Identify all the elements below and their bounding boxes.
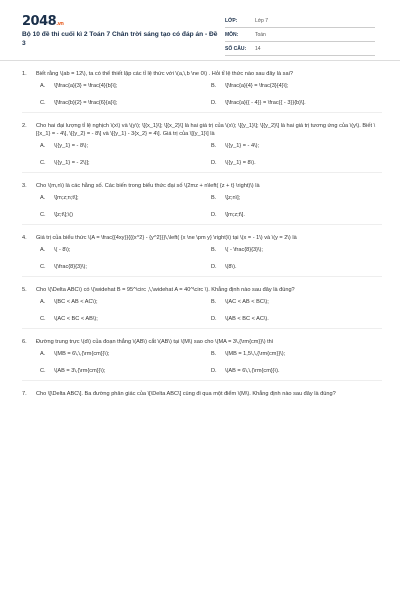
meta-row-subject [225, 28, 375, 42]
option-label: C. [40, 368, 46, 374]
logo-text: 2048 [22, 14, 57, 29]
answer-option[interactable] [40, 211, 211, 219]
answer-option[interactable] [40, 194, 211, 202]
option-text: \(AC < BC < AB\); [54, 316, 98, 322]
option-label: D. [211, 368, 217, 374]
option-label: C. [40, 316, 46, 322]
answer-option[interactable] [40, 298, 211, 306]
option-label: C. [40, 100, 46, 106]
answer-options [40, 298, 382, 323]
option-text: \[\frac{a}{3} = \frac{4}{b}\]; [54, 83, 118, 89]
option-label: D. [211, 160, 217, 166]
question [22, 390, 382, 403]
answer-option[interactable] [40, 315, 211, 323]
answer-option[interactable] [211, 367, 382, 375]
header [0, 0, 400, 61]
option-text: \({y_1} = - 2\)]; [54, 160, 90, 166]
answer-option[interactable] [211, 159, 382, 167]
option-text: \({y_1} = - 8\); [54, 143, 89, 149]
question-text: Giá trị của biểu thức \(A = \frac{{4xy}}{{{x^2} - {y^2}}}\,\left( {x \ne \pm y} \right)\) tại \(x = - 1\) và \(y = 2\) là [36, 235, 297, 241]
answer-options [40, 246, 382, 271]
answer-options [40, 142, 382, 167]
option-text: \(AB = 6\,\,{\rm{cm}}\). [225, 368, 280, 374]
option-label: A. [40, 143, 46, 149]
answer-option[interactable] [211, 263, 382, 271]
answer-option[interactable] [211, 99, 382, 107]
option-text: \(MB = 6\,\,{\rm{cm}}\); [54, 351, 110, 357]
option-text: \[\frac{a}{{ - 4}} = \frac{{ - 3}}{b}\]. [225, 100, 306, 106]
answer-option[interactable] [211, 315, 382, 323]
answer-option[interactable] [211, 246, 382, 254]
option-label: C. [40, 160, 46, 166]
meta-key: SỐ CÂU: [225, 45, 247, 52]
option-label: B. [211, 299, 217, 305]
answer-option[interactable] [40, 159, 211, 167]
option-label: A. [40, 195, 46, 201]
option-label: A. [40, 351, 46, 357]
question [22, 70, 382, 113]
answer-option[interactable] [211, 194, 382, 202]
meta-value: 14 [255, 45, 261, 52]
option-text: \(BC < AB < AC\); [54, 299, 98, 305]
answer-options [40, 350, 382, 375]
option-text: \[z;n\]; [225, 195, 241, 201]
option-text: \(AC < AB < BC\); [225, 299, 269, 305]
answer-option[interactable] [40, 82, 211, 90]
option-text: \(AB = 3\,{\rm{cm}}\); [54, 368, 106, 374]
option-label: D. [211, 100, 217, 106]
option-label: A. [40, 247, 46, 253]
question-number: 6. [22, 339, 27, 345]
question-number: 7. [22, 391, 27, 397]
question-text: Cho \[\Delta ABC\]. Ba đường phân giác của \[\Delta ABC\] cùng đi qua một điểm \(M\). Khẳng định nào sau đây là đúng? [36, 391, 336, 397]
answer-options [40, 82, 382, 107]
option-text: \({y_1} = 8\). [225, 160, 256, 166]
option-label: B. [211, 247, 217, 253]
question-number: 5. [22, 287, 27, 293]
answer-option[interactable] [211, 298, 382, 306]
answer-option[interactable] [40, 142, 211, 150]
answer-options [40, 194, 382, 219]
option-text: \( - \frac{8}{3}\); [225, 247, 263, 253]
option-text: \( - 8\); [54, 247, 71, 253]
question-number: 2. [22, 123, 27, 129]
site-logo[interactable] [22, 14, 63, 29]
meta-key: LỚP: [225, 17, 238, 24]
logo-suffix: .vn [56, 21, 64, 27]
question [22, 122, 382, 173]
question-list [22, 70, 382, 412]
option-text: \(8\). [225, 264, 237, 270]
meta-row-class [225, 14, 375, 28]
answer-option[interactable] [40, 350, 211, 358]
question-text: Cho \(\Delta ABC\) có \(\widehat B = 95^\circ ,\,\widehat A = 40^\circ \). Khẳng định nào sau đây là đúng? [36, 287, 295, 293]
answer-option[interactable] [40, 99, 211, 107]
meta-key: MÔN: [225, 31, 239, 38]
answer-option[interactable] [40, 246, 211, 254]
option-text: \(MB = 1,5\,\,{\rm{cm}}\); [225, 351, 286, 357]
option-text: \[z;t\];\() [54, 212, 73, 218]
option-label: D. [211, 212, 217, 218]
option-label: D. [211, 264, 217, 270]
answer-option[interactable] [211, 142, 382, 150]
answer-option[interactable] [211, 350, 382, 358]
exam-meta-table [225, 14, 375, 56]
meta-row-count [225, 42, 375, 56]
option-text: \(AB < BC < AC\). [225, 316, 269, 322]
meta-value: Toán [255, 31, 266, 38]
question-text: Cho hai đại lượng tỉ lệ nghịch \(x\) và \(y\); \[{x_1}\]; \[{x_2}\] là hai giá trị của \(x\); \[{y_1}\]; \[{y_2}\] là hai giá trị tương ứng của \(y\). Biết \[{x_1} = - 4\], \[{y_2} = - 8\] và \[{y_1} - 3{x_2} = 4\]. Giá trị của \[{y_1}\] là [36, 123, 376, 137]
meta-value: Lớp 7 [255, 17, 269, 24]
exam-title: Bộ 10 đề thi cuối kì 2 Toán 7 Chân trời sáng tạo có đáp án - Đề 3 [22, 31, 218, 47]
option-text: \({y_1} = - 4\); [225, 143, 260, 149]
question-text: Cho \(m,n\) là các hằng số. Các biến trong biểu thức đại số \(2mz + n\left( {z + t} \right)\) là [36, 183, 260, 189]
option-label: B. [211, 195, 217, 201]
question-text: Biết rằng \(ab = 12\), ta có thể thiết lập các tỉ lệ thức với \(a,\,b \ne 0\) . Hỏi tỉ lệ thức nào sau đây là sai? [36, 71, 293, 77]
question [22, 286, 382, 329]
option-label: C. [40, 264, 46, 270]
answer-option[interactable] [211, 82, 382, 90]
option-label: B. [211, 143, 217, 149]
option-label: B. [211, 83, 217, 89]
option-text: \[\frac{a}{4} = \frac{3}{4}\]; [225, 83, 289, 89]
option-text: \[m;z;t\]. [225, 212, 245, 218]
answer-option[interactable] [40, 263, 211, 271]
option-label: C. [40, 212, 46, 218]
option-text: \[m;z;n;t\]; [54, 195, 79, 201]
question-number: 4. [22, 235, 27, 241]
option-label: D. [211, 316, 217, 322]
answer-option[interactable] [40, 367, 211, 375]
answer-option[interactable] [211, 211, 382, 219]
question-number: 3. [22, 183, 27, 189]
question [22, 338, 382, 381]
option-label: B. [211, 351, 217, 357]
question-number: 1. [22, 71, 27, 77]
option-label: A. [40, 83, 46, 89]
option-text: \[\frac{b}{2} = \frac{6}{a}\]; [54, 100, 118, 106]
option-label: A. [40, 299, 46, 305]
question-text: Đường trung trực \(d\) của đoạn thẳng \(AB\) cắt \(AB\) tại \(M\) sao cho \(MA = 3\,{\rm{cm}}\) thì [36, 339, 274, 345]
option-text: \(\frac{8}{3}\); [54, 264, 87, 270]
question [22, 182, 382, 225]
question [22, 234, 382, 277]
